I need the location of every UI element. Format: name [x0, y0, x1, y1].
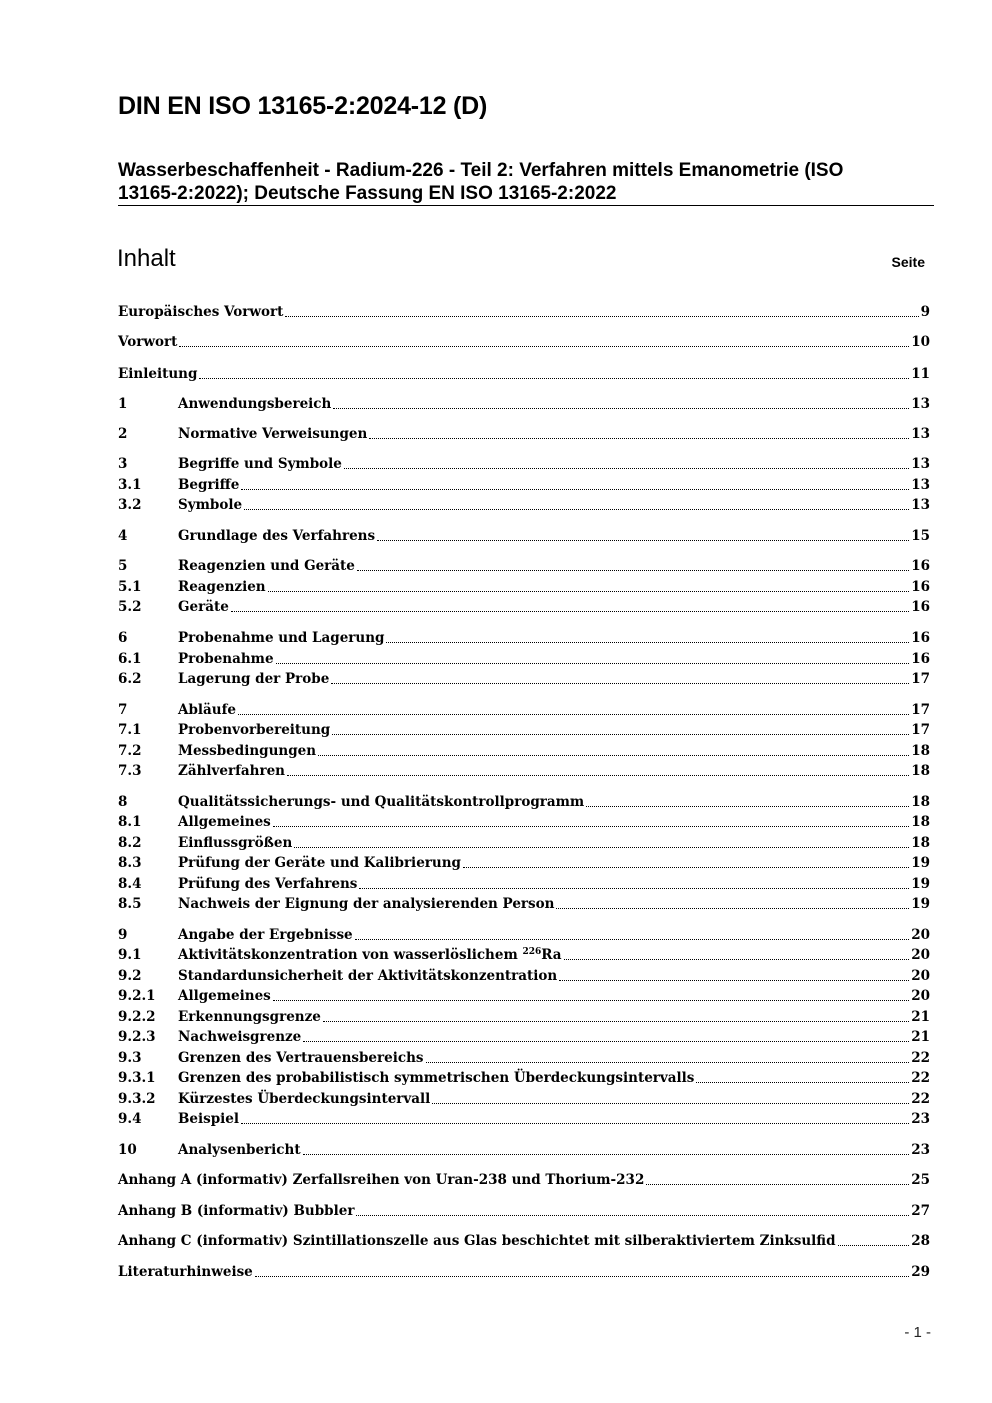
toc-entry-label [178, 1027, 301, 1047]
toc-entry[interactable] [118, 1262, 930, 1282]
toc-entry-number: 3.1 [118, 477, 142, 493]
toc-entry-page: 18 [911, 835, 930, 851]
toc-entry-page: 16 [911, 558, 930, 574]
toc-entry-label [178, 761, 285, 781]
toc-entry-number: 5.1 [118, 579, 142, 595]
toc-entry-number: 8.3 [118, 855, 142, 871]
toc-entry-label-text: Geräte [178, 599, 229, 615]
toc-dot-leader [426, 1062, 910, 1063]
toc-entry-label [178, 526, 375, 546]
toc-dot-leader [276, 663, 910, 664]
toc-dot-leader [199, 378, 909, 379]
toc-entry-label-text: Europäisches Vorwort [118, 304, 284, 320]
toc-entry-label-text: Reagenzien [178, 579, 266, 595]
toc-dot-leader [273, 826, 909, 827]
toc-entry[interactable] [118, 495, 930, 515]
toc-dot-leader [386, 642, 909, 643]
toc-dot-leader [564, 959, 910, 960]
toc-entry-number: 3.2 [118, 497, 142, 513]
toc-entry-number: 6 [118, 630, 128, 646]
toc-entry-page: 18 [911, 814, 930, 830]
toc-dot-leader [303, 1154, 910, 1155]
toc-entry-label [178, 700, 236, 720]
toc-dot-leader [303, 1041, 909, 1042]
toc-entry-label [178, 741, 316, 761]
toc-entry[interactable] [118, 454, 930, 474]
toc-entry-label-text: Qualitätssicherungs- und Qualitätskontrollprogramm [178, 794, 585, 810]
toc-entry-label [178, 894, 554, 914]
toc-entry-label-text: Reagenzien und Geräte [178, 558, 355, 574]
toc-entry[interactable] [118, 332, 930, 352]
toc-dot-leader [323, 1021, 909, 1022]
toc-entry-page: 16 [911, 651, 930, 667]
toc-dot-leader [377, 540, 909, 541]
toc-entry[interactable] [118, 628, 930, 648]
toc-entry-label-text: Nachweis der Eignung der analysierenden Person [178, 896, 555, 912]
toc-entry-label [178, 475, 239, 495]
toc-entry-page: 16 [911, 599, 930, 615]
toc-entry-label-text: Einleitung [118, 366, 198, 382]
toc-entry-number: 6.1 [118, 651, 142, 667]
toc-entry-number: 9.3.1 [118, 1070, 156, 1086]
toc-entry-page: 10 [911, 334, 930, 350]
toc-entry-label-text: Standardunsicherheit der Aktivitätskonzentration [178, 968, 558, 984]
toc-entry-label [178, 1068, 694, 1088]
toc-entry[interactable] [118, 986, 930, 1006]
toc-entry-page: 18 [911, 763, 930, 779]
toc-entry-page: 18 [911, 743, 930, 759]
document-subtitle: Wasserbeschaffenheit - Radium-226 - Teil 2: Verfahren mittels Emanometrie (ISO 13165-2:2022); Deutsche Fassung EN ISO 13165-2:2022 [118, 160, 844, 204]
toc-entry-label-text: Angabe der Ergebnisse [178, 927, 353, 943]
toc-entry-label-text: Probenahme [178, 651, 274, 667]
toc-dot-leader [294, 847, 909, 848]
toc-dot-leader [241, 1123, 909, 1124]
toc-entry-label-text: Normative Verweisungen [178, 426, 368, 442]
toc-entry[interactable] [118, 1068, 930, 1088]
toc-entry-label-text: Beispiel [178, 1111, 240, 1127]
toc-entry[interactable] [118, 1048, 930, 1068]
toc-entry-label-text: Literaturhinweise [118, 1264, 253, 1280]
toc-entry-label-text: Nachweisgrenze [178, 1029, 302, 1045]
toc-entry-label-text: Begriffe [178, 477, 240, 493]
toc-entry-page: 22 [911, 1050, 930, 1066]
toc-dot-leader [238, 714, 909, 715]
toc-entry-page: 21 [911, 1009, 930, 1025]
toc-entry-number: 2 [118, 426, 128, 442]
toc-entry-page: 17 [911, 722, 930, 738]
toc-entry-label-text: Lagerung der Probe [178, 671, 330, 687]
toc-entry-label [178, 833, 292, 853]
toc-entry-label [178, 945, 562, 965]
toc-entry-number: 3 [118, 456, 128, 472]
toc-entry[interactable] [118, 669, 930, 689]
toc-entry-number: 9.2.1 [118, 988, 156, 1004]
toc-entry-page: 19 [911, 876, 930, 892]
toc-entry-page: 20 [911, 947, 930, 963]
toc-entry-number: 9.2.2 [118, 1009, 156, 1025]
toc-dot-leader [696, 1082, 909, 1083]
toc-entry-label-text: Prüfung des Verfahrens [178, 876, 358, 892]
toc-dot-leader [244, 509, 909, 510]
toc-entry-page: 20 [911, 968, 930, 984]
toc-entry-label [178, 853, 461, 873]
toc-dot-leader [179, 346, 909, 347]
toc-entry-number: 8.2 [118, 835, 142, 851]
toc-entry[interactable] [118, 894, 930, 914]
toc-entry[interactable] [118, 966, 930, 986]
toc-entry-number: 9.3.2 [118, 1091, 156, 1107]
toc-entry-label [178, 966, 557, 986]
toc-entry-number: 8.4 [118, 876, 142, 892]
toc-entry[interactable] [118, 424, 930, 444]
toc-entry-number: 7.3 [118, 763, 142, 779]
toc-entry[interactable] [118, 577, 930, 597]
toc-entry-number: 8 [118, 794, 128, 810]
page-column-label: Seite [891, 254, 925, 270]
toc-entry-label [178, 454, 342, 474]
toc-entry-page: 13 [911, 477, 930, 493]
toc-entry-page: 19 [911, 896, 930, 912]
toc-heading: Inhalt [117, 245, 176, 272]
toc-entry-page: 23 [911, 1111, 930, 1127]
toc-entry-label-text: Aktivitätskonzentration von wasserlöslichem [178, 947, 518, 963]
document-title: DIN EN ISO 13165-2:2024-12 (D) [118, 92, 488, 120]
toc-dot-leader [586, 806, 909, 807]
toc-entry[interactable] [118, 874, 930, 894]
toc-entry-page: 16 [911, 579, 930, 595]
toc-entry-number: 5.2 [118, 599, 142, 615]
toc-entry-number: 1 [118, 396, 128, 412]
toc-entry[interactable] [118, 1201, 930, 1221]
toc-entry[interactable] [118, 1109, 930, 1129]
toc-entry-label-text: Begriffe und Symbole [178, 456, 342, 472]
toc-entry[interactable] [118, 597, 930, 617]
toc-entry-number: 10 [118, 1142, 137, 1158]
toc-entry-label-text: Grenzen des probabilistisch symmetrischen Überdeckungsintervalls [178, 1070, 695, 1086]
toc-entry-label [178, 1140, 301, 1160]
toc-entry-label-text: Probenvorbereitung [178, 722, 331, 738]
toc-entry-page: 21 [911, 1029, 930, 1045]
toc-entry-label [178, 597, 229, 617]
toc-entry-page: 18 [911, 794, 930, 810]
toc-entry-label-text: Kürzestes Überdeckungsintervall [178, 1091, 431, 1107]
toc-entry-label [118, 1231, 836, 1251]
toc-entry[interactable] [118, 1231, 930, 1251]
toc-entry[interactable] [118, 649, 930, 669]
toc-entry[interactable] [118, 853, 930, 873]
toc-entry-page: 13 [911, 426, 930, 442]
toc-entry-page: 27 [911, 1203, 930, 1219]
toc-entry-label-tail: Ra [541, 947, 562, 963]
toc-entry-label [178, 649, 274, 669]
toc-entry-number: 4 [118, 528, 128, 544]
toc-entry-label [178, 1089, 430, 1109]
toc-entry-label [178, 669, 329, 689]
toc-entry-page: 17 [911, 702, 930, 718]
toc-entry-label [178, 1007, 321, 1027]
toc-entry-label-text: Grundlage des Verfahrens [178, 528, 376, 544]
toc-entry-page: 19 [911, 855, 930, 871]
title-divider [118, 205, 934, 206]
toc-entry[interactable] [118, 302, 930, 322]
toc-entry[interactable] [118, 833, 930, 853]
toc-entry-label-text: Anhang A (informativ) Zerfallsreihen von Uran-238 und Thorium-232 [118, 1172, 645, 1188]
toc-entry-label [178, 577, 266, 597]
toc-entry-label [118, 1262, 253, 1282]
toc-entry-label-text: Zählverfahren [178, 763, 285, 779]
toc-entry-label-text: Anwendungsbereich [178, 396, 332, 412]
toc-entry-page: 11 [911, 366, 930, 382]
toc-entry[interactable] [118, 1089, 930, 1109]
toc-entry[interactable] [118, 720, 930, 740]
toc-entry-page: 9 [920, 304, 930, 320]
toc-entry[interactable] [118, 700, 930, 720]
toc-entry-label-text: Einflussgrößen [178, 835, 293, 851]
toc-dot-leader [241, 489, 909, 490]
toc-entry-page: 17 [911, 671, 930, 687]
toc-entry-label [118, 332, 177, 352]
toc-entry-label [118, 1201, 354, 1221]
toc-entry-label [178, 720, 330, 740]
toc-entry-superscript: 226 [522, 947, 542, 957]
toc-entry[interactable] [118, 526, 930, 546]
toc-entry[interactable] [118, 1140, 930, 1160]
toc-entry-label [178, 874, 357, 894]
toc-dot-leader [357, 570, 909, 571]
toc-entry-label-text: Messbedingungen [178, 743, 317, 759]
toc-entry[interactable] [118, 1027, 930, 1047]
toc-entry[interactable] [118, 812, 930, 832]
toc-entry-label-text: Vorwort [118, 334, 178, 350]
toc-entry-label-text: Erkennungsgrenze [178, 1009, 321, 1025]
toc-entry-page: 22 [911, 1070, 930, 1086]
toc-entry[interactable] [118, 792, 930, 812]
toc-entry-number: 9.3 [118, 1050, 142, 1066]
toc-entry[interactable] [118, 394, 930, 414]
toc-entry-number: 5 [118, 558, 128, 574]
toc-entry[interactable] [118, 761, 930, 781]
toc-dot-leader [344, 468, 909, 469]
toc-dot-leader [231, 611, 909, 612]
toc-dot-leader [318, 755, 909, 756]
toc-entry-number: 7 [118, 702, 128, 718]
toc-dot-leader [355, 939, 910, 940]
toc-entry-number: 7.1 [118, 722, 142, 738]
toc-dot-leader [255, 1276, 909, 1277]
toc-entry-label-text: Probenahme und Lagerung [178, 630, 385, 646]
toc-entry-label-text: Anhang C (informativ) Szintillationszelle aus Glas beschichtet mit silberaktiviertem Zinksulfid [118, 1233, 836, 1249]
toc-entry-page: 16 [911, 630, 930, 646]
toc-dot-leader [331, 683, 909, 684]
toc-entry-page: 29 [911, 1264, 930, 1280]
toc-entry-label-text: Symbole [178, 497, 243, 513]
toc-entry-page: 28 [911, 1233, 930, 1249]
toc-entry-number: 9 [118, 927, 128, 943]
toc-entry-number: 9.4 [118, 1111, 142, 1127]
toc-entry-number: 8.5 [118, 896, 142, 912]
toc-entry-label [178, 424, 367, 444]
toc-entry-label [118, 302, 283, 322]
toc-entry[interactable] [118, 475, 930, 495]
toc-entry-page: 20 [911, 927, 930, 943]
toc-dot-leader [359, 888, 909, 889]
toc-entry-page: 15 [911, 528, 930, 544]
toc-entry-label-text: Prüfung der Geräte und Kalibrierung [178, 855, 461, 871]
toc-entry[interactable] [118, 1170, 930, 1190]
toc-entry-label [118, 364, 197, 384]
toc-dot-leader [273, 1000, 909, 1001]
toc-entry-number: 9.2.3 [118, 1029, 156, 1045]
toc-entry[interactable] [118, 1007, 930, 1027]
toc-entry[interactable] [118, 925, 930, 945]
toc-entry-label-text: Grenzen des Vertrauensbereichs [178, 1050, 424, 1066]
toc-entry-label [178, 394, 331, 414]
toc-entry-label [178, 925, 353, 945]
toc-entry-label [178, 792, 584, 812]
toc-dot-leader [333, 408, 909, 409]
toc-entry-label [178, 628, 384, 648]
toc-entry-page: 13 [911, 497, 930, 513]
toc-entry-label [178, 495, 242, 515]
toc-dot-leader [646, 1184, 909, 1185]
toc-entry-page: 13 [911, 396, 930, 412]
page-number: - 1 - [904, 1324, 931, 1341]
toc-entry-number: 6.2 [118, 671, 142, 687]
toc-entry-number: 7.2 [118, 743, 142, 759]
toc-entry-label [178, 1048, 424, 1068]
toc-dot-leader [369, 438, 909, 439]
toc-dot-leader [285, 316, 918, 317]
toc-dot-leader [287, 775, 909, 776]
toc-entry-page: 13 [911, 456, 930, 472]
toc-entry-page: 20 [911, 988, 930, 1004]
toc-dot-leader [838, 1245, 910, 1246]
toc-dot-leader [332, 734, 909, 735]
toc-dot-leader [432, 1103, 909, 1104]
toc-entry-number: 8.1 [118, 814, 142, 830]
toc-dot-leader [556, 908, 909, 909]
toc-entry[interactable] [118, 556, 930, 576]
toc-dot-leader [463, 867, 909, 868]
toc-dot-leader [268, 591, 910, 592]
toc-entry-label-text: Allgemeines [178, 814, 271, 830]
toc-entry-label [178, 812, 271, 832]
toc-entry-label-text: Anhang B (informativ) Bubbler [118, 1203, 355, 1219]
toc-entry-page: 23 [911, 1142, 930, 1158]
toc-entry-label [178, 1109, 239, 1129]
toc-entry-label [178, 556, 355, 576]
toc-entry-label-text: Analysenbericht [178, 1142, 301, 1158]
toc-entry-label [118, 1170, 644, 1190]
toc-entry-number: 9.1 [118, 947, 142, 963]
toc-entry-page: 22 [911, 1091, 930, 1107]
toc-entry-label [178, 986, 271, 1006]
toc-entry[interactable] [118, 364, 930, 384]
toc-entry[interactable] [118, 945, 930, 965]
toc-entry[interactable] [118, 741, 930, 761]
toc-entry-number: 9.2 [118, 968, 142, 984]
toc-dot-leader [559, 980, 909, 981]
toc-entry-label-text: Abläufe [178, 702, 237, 718]
toc-entry-page: 25 [911, 1172, 930, 1188]
toc-entry-label-text: Allgemeines [178, 988, 271, 1004]
toc-dot-leader [356, 1215, 909, 1216]
